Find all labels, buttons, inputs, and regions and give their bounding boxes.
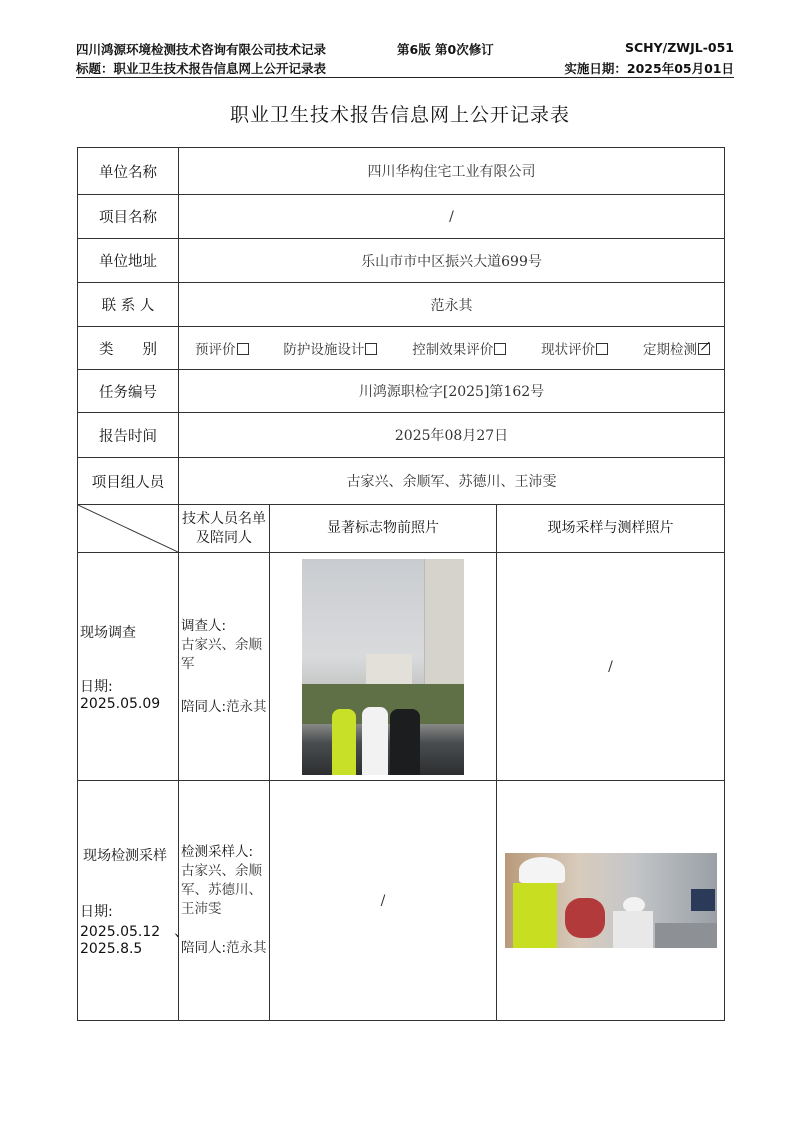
row-report-time (78, 413, 725, 458)
staff-header: 技术人员名单及陪同人 (179, 505, 270, 553)
sampling-staff-cell (179, 781, 270, 1021)
landmark-photo (302, 559, 464, 775)
sampling-date-1: 2025.05.12 、 (80, 923, 189, 940)
survey-companion-name: 范永其 (226, 698, 267, 715)
row-address (78, 239, 725, 283)
row-photo-header (78, 505, 725, 553)
record-form-table (77, 147, 725, 1021)
doc-subject: 标题：职业卫生技术报告信息网上公开记录表 (76, 61, 327, 76)
row-sampling (78, 781, 725, 1021)
checkbox-checked-icon[interactable] (698, 343, 710, 355)
address-value: 乐山市市中区振兴大道699号 (179, 239, 725, 283)
team-label: 项目组人员 (78, 458, 179, 505)
diagonal-header-cell (78, 505, 179, 553)
sampling-photo-header: 现场采样与测样照片 (497, 505, 725, 553)
category-option-control-evaluation[interactable]: 控制效果评价 (412, 338, 506, 358)
category-label: 类 别 (78, 327, 179, 370)
report-time-label: 报告时间 (78, 413, 179, 458)
sampling-photo (505, 853, 717, 948)
doc-code: SCHY/ZWJL-051 (624, 40, 734, 55)
survey-stage-label: 现场调查 (80, 624, 136, 641)
header-divider (76, 77, 734, 78)
investigator-label: 调查人: (181, 617, 227, 634)
category-option-periodic-detection[interactable]: 定期检测 (643, 338, 710, 358)
checkbox-icon[interactable] (596, 343, 608, 355)
page-title: 职业卫生技术报告信息网上公开记录表 (229, 104, 570, 126)
category-option-pre-evaluation[interactable]: 预评价 (195, 338, 249, 358)
row-category (78, 327, 725, 370)
sampler-label: 检测采样人: (181, 844, 254, 860)
survey-staff-cell (179, 553, 270, 781)
landmark-photo-header: 显著标志物前照片 (270, 505, 497, 553)
sampling-companion-label: 陪同人: (181, 940, 227, 956)
row-contact (78, 283, 725, 327)
contact-label: 联 系 人 (78, 283, 179, 327)
category-option-protection-design[interactable]: 防护设施设计 (283, 338, 377, 358)
row-project-name (78, 195, 725, 239)
task-no-value: 川鸿源职检字[2025]第162号 (179, 370, 725, 413)
sampling-date-label: 日期: (80, 903, 113, 920)
survey-date: 2025.05.09 (80, 695, 161, 712)
address-label: 单位地址 (78, 239, 179, 283)
project-name-label: 项目名称 (78, 195, 179, 239)
unit-name-label: 单位名称 (78, 148, 179, 195)
landmark-photo-cell (270, 553, 497, 781)
row-task-no (78, 370, 725, 413)
sampling-photo-cell (497, 781, 725, 1021)
category-option-status-evaluation[interactable]: 现状评价 (541, 338, 608, 358)
contact-value: 范永其 (179, 283, 725, 327)
row-team (78, 458, 725, 505)
sampling-stage-cell (78, 781, 189, 1021)
effective-date: 实施日期：2025年05月01日 (564, 61, 734, 76)
checkbox-icon[interactable] (494, 343, 506, 355)
task-no-label: 任务编号 (78, 370, 179, 413)
project-name-value: / (179, 195, 725, 239)
category-options (179, 327, 725, 370)
investigator-names: 古家兴、余顺军 (181, 636, 262, 672)
sampling-companion-name: 范永其 (226, 940, 267, 956)
sampler-names: 古家兴、余顺军、苏德川、王沛雯 (181, 863, 262, 917)
unit-name-value: 四川华构住宅工业有限公司 (179, 148, 725, 195)
diagonal-line (78, 505, 178, 552)
survey-companion-label: 陪同人: (181, 698, 227, 715)
checkbox-icon[interactable] (237, 343, 249, 355)
version-label: 第6版 第0次修订 (397, 42, 494, 57)
sampling-stage-label: 现场检测采样 (83, 847, 167, 864)
survey-stage-cell (78, 553, 179, 781)
row-survey (78, 553, 725, 781)
row-unit-name (78, 148, 725, 195)
sampling-date-2: 2025.8.5 (80, 940, 143, 957)
checkbox-icon[interactable] (365, 343, 377, 355)
report-time-value: 2025年08月27日 (179, 413, 725, 458)
survey-sampling-photo-cell: / (497, 553, 725, 781)
survey-date-label: 日期: (80, 678, 113, 695)
company-record-title: 四川鸿源环境检测技术咨询有限公司技术记录 (76, 42, 327, 57)
sampling-landmark-photo-cell: / (270, 781, 497, 1021)
team-value: 古家兴、余顺军、苏德川、王沛雯 (179, 458, 725, 505)
